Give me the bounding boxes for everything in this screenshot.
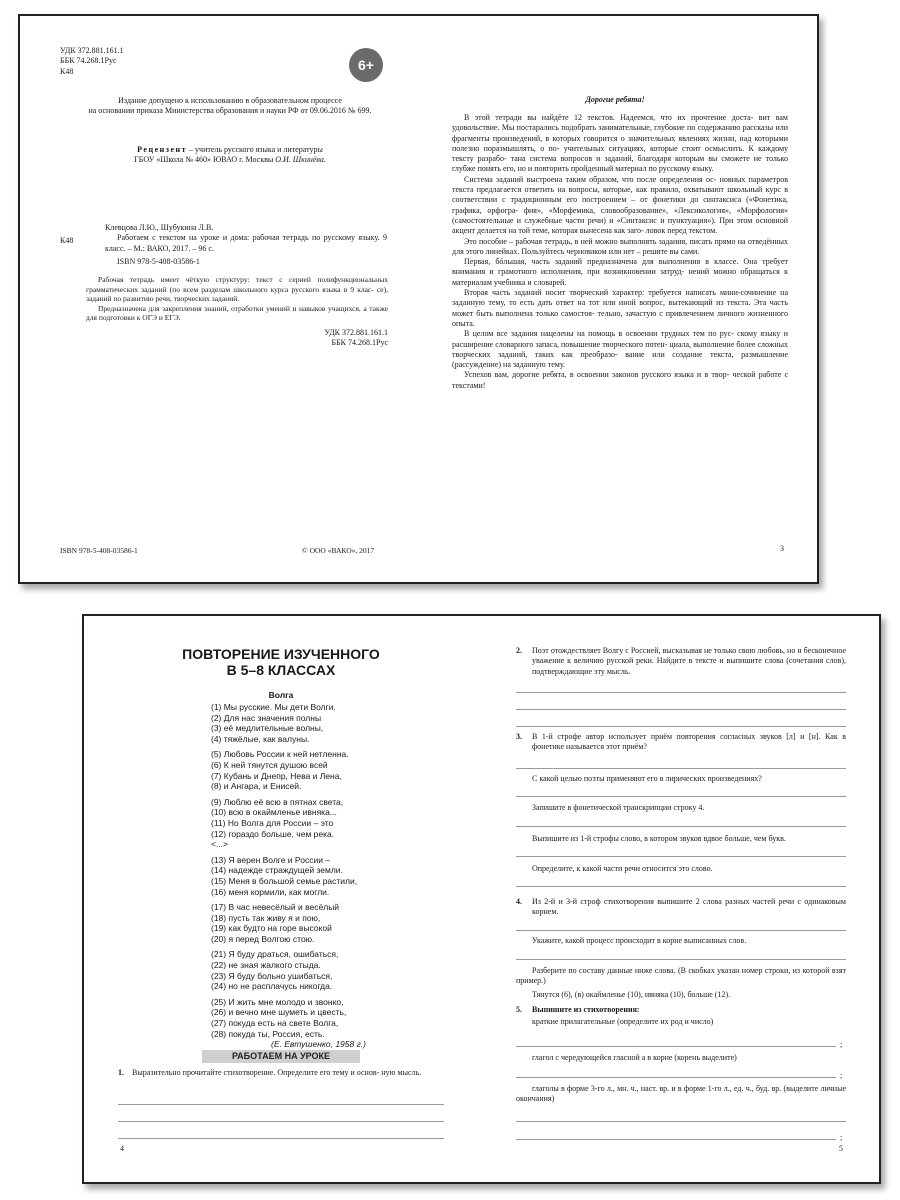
stanza-1 [211, 702, 411, 744]
answer-line[interactable] [516, 886, 846, 887]
answer-line[interactable] [516, 768, 846, 769]
answer-line[interactable] [516, 692, 846, 693]
reviewer-block [50, 145, 410, 166]
poem-line: (16) меня кормили, как могли. [211, 886, 330, 897]
q3-text: В 1-й строфе автор использует приём повторения согласных звуков [л] и [н]. Как в фонетике называется этот приём? [532, 732, 846, 752]
section-bar: РАБОТАЕМ НА УРОКЕ [202, 1050, 360, 1063]
bbk-code: ББК 74.268.1Рус [60, 56, 117, 66]
poem-title: Волга [268, 690, 294, 700]
answer-line[interactable] [516, 726, 846, 727]
page-number-3: 3 [780, 544, 784, 553]
bibliographic-record [105, 223, 387, 267]
reviewer-school: ГБОУ «Школа № 460» ЮВАО г. Москвы [134, 155, 276, 165]
q5-subtask-a: краткие прилагательные (определите их род и число) [532, 1017, 714, 1026]
approval-line-1: Издание допущено к использованию в образовательном процессе [118, 96, 342, 105]
spread-pages-2-3 [18, 14, 819, 584]
q4-subtask-b: Разберите по составу данные ниже слова. (В скобках указан номер строки, из которой взят пример.) [516, 966, 846, 986]
reviewer-name: О.И. Шкинёва. [275, 155, 326, 165]
answer-line[interactable] [516, 856, 846, 857]
authors: Клевцова Л.Ю., Шубукина Л.В. [105, 223, 214, 232]
reviewer-text: – учитель русского языка и литературы [187, 145, 323, 154]
approval-line-2: на основании приказа Министерства образования и науки РФ от 09.06.2016 № 699. [88, 106, 372, 116]
poem-line: (28) покуда ты, Россия, есть. [211, 1028, 325, 1039]
bbk-bottom: ББК 74.268.1Рус [331, 338, 388, 348]
side-k48: К48 [60, 236, 74, 245]
intro-paragraph-5: Вторая часть заданий носит творческий характер: требуется написать мини-сочинение на заданную тему, то есть дать ответ на тот или иной вопрос, вытекающий из текста. Эта часть может быть выполнена только самостоя- тельно, зачастую с привлечением личного жизненного опыта. [452, 288, 788, 328]
semicolon: ; [840, 1040, 843, 1049]
section-title-line-2: В 5–8 КЛАССАХ [226, 662, 336, 678]
intro-paragraph-7: Успехов вам, дорогие ребята, в освоении законов русского языка и в твор- ческой работе с текстами! [452, 370, 788, 390]
answer-line[interactable] [516, 930, 846, 931]
poem-line: (23) Я буду больно ушибаться, [211, 970, 333, 981]
poem-line: (10) всю в окаймленье ивняка... [211, 807, 337, 818]
udk-code: УДК 372.881.161.1 [60, 46, 124, 55]
stanza-4 [211, 855, 411, 897]
imprint-header [60, 46, 260, 77]
stanza-7 [211, 997, 411, 1039]
q1-text: Выразительно прочитайте стихотворение. Определите его тему и основ- ную мысль. [132, 1068, 422, 1077]
poem-line: (7) Кубань и Днепр, Нева и Лена, [211, 770, 342, 781]
approval-notice [50, 96, 410, 117]
spread-pages-4-5 [82, 614, 881, 1184]
q3-subtask-d: Определите, к какой части речи относится это слово. [532, 864, 713, 873]
poem-line: (18) пусть так живу я и пою, [211, 912, 321, 923]
semicolon: ; [840, 1071, 843, 1080]
intro-paragraph-2: Система заданий выстроена таким образом, что после определения ос- новных параметров текста предлагается ответить на вопросы, которые, как правило, охватывают школьный курс в соответствии с традиционным его построением – от фонетики до синтаксиса («Фонетика, графика, орфогра- фия», «Морфемика, словообразование», «Лексикология», «Морфология» (самостоятельные и служебные части речи) и «Синтаксис и пунктуация»). При этом основной акцент делается на той теме, которая вынесена как заго- ловок перед текстом. [452, 174, 788, 236]
answer-line[interactable] [516, 826, 846, 827]
footer-isbn: ISBN 978-5-408-03586-1 [60, 546, 138, 555]
classification-bottom [220, 328, 388, 349]
section-title-line-1: ПОВТОРЕНИЕ ИЗУЧЕННОГО [182, 646, 380, 662]
intro-paragraph-3: Это пособие – рабочая тетрадь, в ней можно выполнять задания, писать прямо на отведённых для этого линейках. Пользуйтесь черновиком или нет – решите вы сами. [452, 236, 788, 256]
poem-line: (17) В час невесёлый и весёлый [211, 902, 340, 913]
poem-line: (12) гораздо больше, чем река. [211, 828, 335, 839]
intro-paragraph-4: Первая, бóльшая, часть заданий предназначена для выполнения в классе. Она требует внимания и грамотного исполнения, при возникновении затруд- нений можно обращаться к материалам учебника и словарей. [452, 257, 788, 287]
k48-code: К48 [60, 66, 74, 76]
reviewer-label: Рецензент [137, 145, 188, 154]
q4-words: Тянутся (6), (в) окаймленье (10), ивняка (10), больше (12). [532, 990, 731, 999]
q5-number: 5. [516, 1005, 522, 1014]
answer-line[interactable] [516, 1121, 846, 1122]
poem-line: (1) Мы русские. Мы дети Волги. [211, 702, 336, 712]
q2-number: 2. [516, 646, 522, 655]
poem-omission: <...> [211, 839, 229, 850]
poem-line: (24) но не расплачусь никогда. [211, 981, 333, 992]
poem-line: (21) Я буду драться, ошибаться, [211, 949, 339, 960]
intro-paragraph-6: В целом все задания нацелены на помощь в освоении трудных тем по рус- скому языку и расширение словарного запаса, повышение творческого потен- циала, выполнение более сложных творческих заданий, таких как преобразо- вание или создание текста, размышление (рассуждение) на заданную тему. [452, 329, 788, 370]
poem-signature: (Е. Евтушенко, 1958 г.) [271, 1039, 366, 1050]
stanza-6 [211, 949, 411, 991]
q3-number: 3. [516, 732, 522, 741]
semicolon: ; [840, 1133, 843, 1142]
answer-line[interactable] [516, 1046, 836, 1047]
poem-line: (9) Люблю её всю в пятнах света, [211, 796, 344, 807]
q3-subtask-a: С какой целью поэты применяют его в лирических произведениях? [532, 774, 762, 783]
poem-line: (25) И жить мне молодо и звонко, [211, 996, 344, 1007]
q5-subtask-c: глаголы в форме 3-го л., мн. ч., наст. вр. и в форме 1-го л., ед. ч., буд. вр. (выделите личные окончания) [516, 1084, 846, 1104]
poem-line: (19) как будто на горе высокой [211, 923, 332, 934]
answer-line[interactable] [516, 959, 846, 960]
q4-subtask-a: Укажите, какой процесс происходит в корне выписанных слов. [532, 936, 747, 945]
annotation-paragraph-2: Предназначена для закрепления знаний, отработки умений и навыков учащихся, а также для подготовки к ОГЭ и ЕГЭ. [86, 303, 388, 322]
annotation-paragraph-1: Рабочая тетрадь имеет чёткую структуру: текст с серией полифункциональных грамматических заданий (по всем разделам школьного курса русского языка в 9 клас- се), заданий по развитию речи, творческих заданий. [86, 275, 388, 303]
answer-line[interactable] [118, 1138, 444, 1139]
poem-line: (3) её медлительные волны, [211, 723, 324, 734]
isbn: ISBN 978-5-408-03586-1 [117, 256, 200, 266]
poem-line: (8) и Ангара, и Енисей. [211, 781, 302, 792]
poem-line: (13) Я верен Волге и России – [211, 854, 331, 865]
poem-line: (15) Меня в большой семье растили, [211, 875, 358, 886]
udk-bottom: УДК 372.881.161.1 [324, 328, 388, 337]
poem-line: (27) покуда есть на свете Волга, [211, 1018, 339, 1029]
intro-paragraph-1: В этой тетради вы найдёте 12 текстов. Надеемся, что их прочтение доста- вит вам удовольствие. Мы постарались подобрать занимательные, глубокие по содержанию рассказы или фрагменты произведений, в которых говорится о значительных явлениях жизни, над которыми полезно поразмышлять, о по- учительных ситуациях, которые стоит осмыслить. К каждому тексту разрабо- тана система вопросов и заданий, благодаря которым вы сможете не только глубже понять его, но и повторить пройденный материал по русскому языку. [452, 113, 788, 174]
page-number-5: 5 [839, 1144, 843, 1153]
q2-text: Поэт отождествляет Волгу с Россией, высказывая не только свою любовь, но и бесконечное уважение к величию русской реки. Найдите в тексте и выпишите слова (сочетания слов), подтверждающие эту мысль. [532, 646, 846, 676]
footer-copyright: © ООО «ВАКО», 2017 [302, 546, 375, 555]
q3-subtask-b: Запишите в фонетической транскрипции строку 4. [532, 803, 705, 812]
stanza-5 [211, 902, 411, 944]
poem-line: (4) тяжёлые, как валуны. [211, 733, 310, 744]
poem-line: (11) Но Волга для России – это [211, 817, 334, 828]
answer-line[interactable] [118, 1104, 444, 1105]
page-number-4: 4 [120, 1144, 124, 1153]
poem-line: (2) Для нас значения полны [211, 712, 322, 723]
poem-line: (22) не зная жалкого стыда. [211, 960, 321, 971]
age-rating-badge: 6+ [349, 48, 383, 82]
q5-subtask-b: глагол с чередующейся гласной а в корне (корень выделите) [532, 1053, 737, 1062]
section-title [114, 646, 448, 678]
poem [211, 702, 411, 1050]
q4-number: 4. [516, 897, 522, 906]
q4-text: Из 2-й и 3-й строф стихотворения выпишите 2 слова разных частей речи с одинаковым корнем. [532, 897, 846, 917]
poem-line: (6) К ней тянутся душою всей [211, 759, 328, 770]
annotation [86, 275, 388, 323]
q3-subtask-c: Выпишите из 1-й строфы слово, в котором звуков вдвое больше, чем букв. [532, 834, 786, 843]
answer-line[interactable] [516, 1077, 836, 1078]
poem-line: (26) и вечно мне шуметь и цвесть, [211, 1007, 347, 1018]
answer-line[interactable] [516, 796, 846, 797]
poem-line: (20) я перед Волгою стою. [211, 933, 315, 944]
answer-line[interactable] [516, 709, 846, 710]
q5-text: Выпишите из стихотворения: [532, 1005, 640, 1014]
q1-number: 1. [118, 1068, 124, 1077]
answer-line[interactable] [118, 1121, 444, 1122]
stanza-2 [211, 749, 411, 791]
answer-line[interactable] [516, 1139, 836, 1140]
intro-heading: Дорогие ребята! [585, 95, 645, 104]
book-title: Работаем с текстом на уроке и дома: рабочая тетрадь по русскому языку. 9 класс. – М.: ВАКО, 2017. – 96 с. [105, 233, 387, 253]
intro-text [452, 113, 788, 391]
poem-line: (5) Любовь России к ней нетленна. [211, 749, 349, 760]
stanza-3 [211, 797, 411, 850]
poem-line: (14) надежде страждущей земли. [211, 865, 343, 876]
